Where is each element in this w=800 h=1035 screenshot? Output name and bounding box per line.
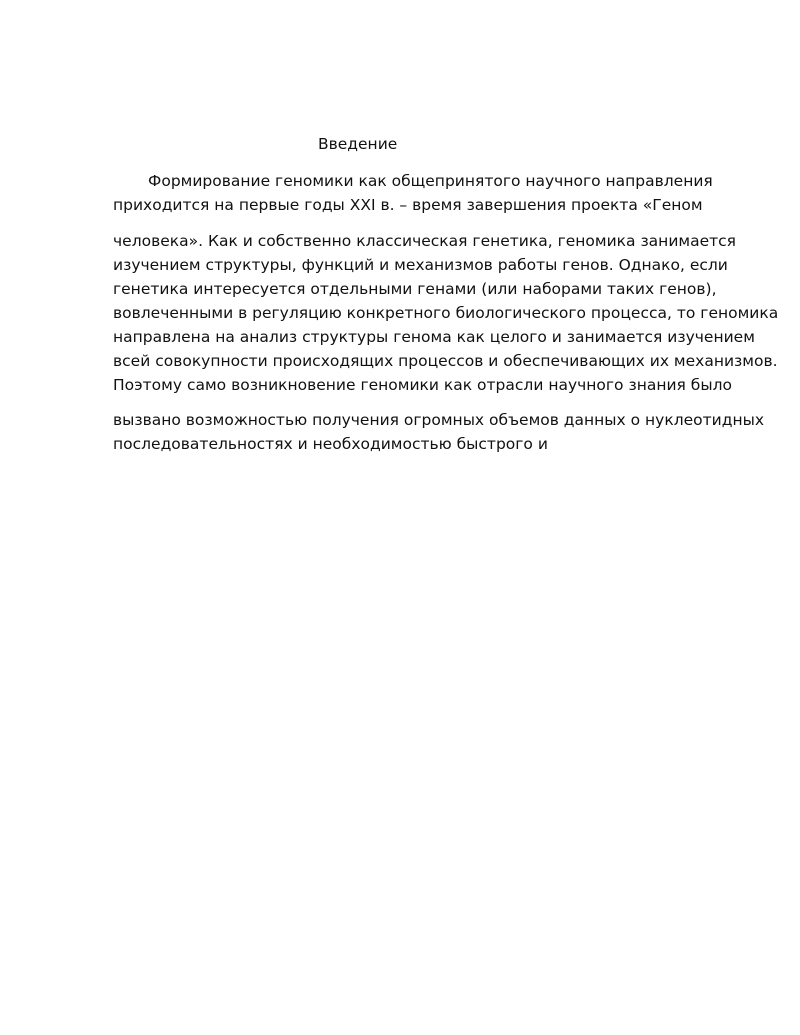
paragraph-line: Поэтому само возникновение геномики как отрасли научного знания было (113, 376, 732, 394)
paragraph-line: изучением структуры, функций и механизмов работы генов. Однако, если (113, 256, 728, 274)
paragraph-line: Формирование геномики как общепринятого научного направления (148, 172, 713, 190)
paragraph-line: направлена на анализ структуры генома как целого и занимается изучением (113, 328, 755, 346)
document-title: Введение (318, 135, 398, 153)
paragraph-line: человека». Как и собственно классическая генетика, геномика занимается (113, 232, 736, 250)
paragraph-line: всей совокупности происходящих процессов и обеспечивающих их механизмов. (113, 352, 778, 370)
paragraph-line: приходится на первые годы XXI в. – время завершения проекта «Геном (113, 196, 703, 214)
paragraph-line: генетика интересуется отдельными генами (или наборами таких генов), (113, 280, 717, 298)
paragraph-line: вовлеченными в регуляцию конкретного биологического процесса, то геномика (113, 304, 779, 322)
paragraph-line: последовательностях и необходимостью быстрого и (113, 435, 548, 453)
paragraph-line: вызвано возможностью получения огромных объемов данных о нуклеотидных (113, 411, 764, 429)
